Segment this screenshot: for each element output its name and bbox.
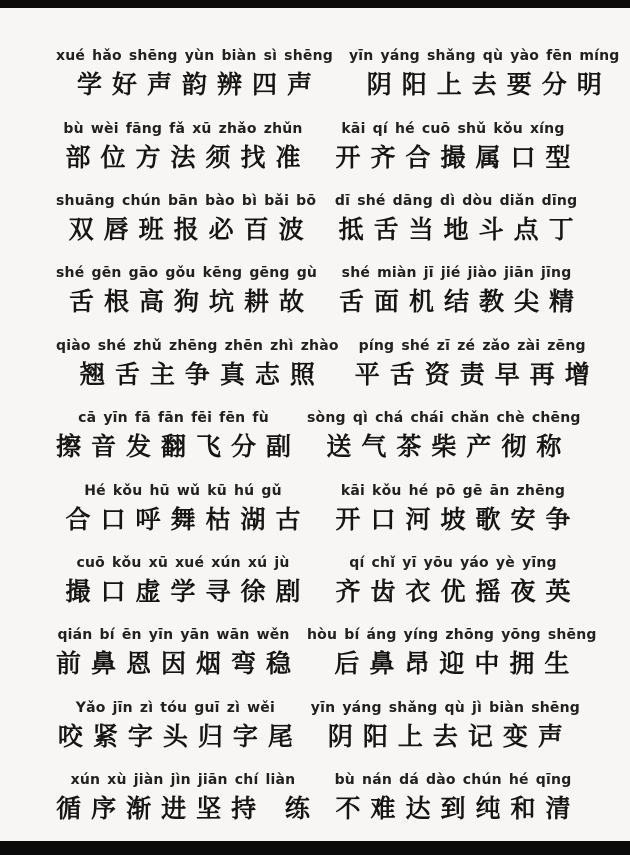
verse-row <box>56 255 585 327</box>
pinyin-line: cā yīn fā fān fēi fēn fù <box>78 410 269 427</box>
pinyin-line: hòu bí áng yíng zhōng yōng shēng <box>307 627 597 644</box>
pinyin-line: Yǎo jīn zì tóu guī zì wěi <box>75 699 275 716</box>
hanzi-line: 开齐合撮属口型 <box>335 142 581 172</box>
phrase-right <box>333 265 585 317</box>
verse-row <box>56 472 580 544</box>
phrase-left <box>56 48 333 100</box>
pinyin-line: píng shé zī zé zǎo zài zēng <box>358 337 586 354</box>
verse-row <box>56 690 580 762</box>
pinyin-line: qián bí ēn yīn yān wān wěn <box>57 627 290 644</box>
pinyin-line: xún xù jiàn jìn jiān chí liàn <box>70 772 296 789</box>
phrase-right <box>349 48 620 100</box>
pinyin-line: xué hǎo shēng yùn biàn sì shēng <box>56 48 333 65</box>
pinyin-line: dī shé dāng dì dòu diǎn dīng <box>334 192 578 209</box>
pinyin-line: cuō kǒu xū xué xún xú jù <box>76 554 290 571</box>
phrase-left <box>56 193 316 245</box>
phrase-left <box>56 627 302 679</box>
hanzi-line: 双唇班报必百波 <box>68 214 314 244</box>
poem-content <box>0 8 630 841</box>
phrase-left <box>56 265 317 317</box>
hanzi-line: 舌面机结教尖精 <box>339 287 585 317</box>
hanzi-line: 学好声韵辨四声 <box>76 70 322 100</box>
hanzi-line: 开口河坡歌安争 <box>335 504 581 534</box>
phrase-left <box>56 483 310 535</box>
pinyin-line: shé miàn jī jié jiào jiān jīng <box>341 265 572 282</box>
pinyin-line: bù wèi fāng fǎ xū zhǎo zhǔn <box>63 120 303 137</box>
phrase-right <box>326 772 580 824</box>
pinyin-line: qiào shé zhǔ zhēng zhēn zhì zhào <box>56 337 339 354</box>
phrase-left <box>56 338 339 390</box>
hanzi-line: 舌根高狗坑耕故 <box>69 287 315 317</box>
hanzi-line: 循序渐进坚持 练 <box>56 794 320 824</box>
verse-row <box>56 183 584 255</box>
pinyin-line: yīn yáng shǎng qù yào fēn míng <box>348 48 620 65</box>
phrase-left <box>56 555 310 607</box>
hanzi-line: 阴阳上去要分明 <box>366 70 612 100</box>
hanzi-line: 撮口虚学寻徐剧 <box>65 576 311 606</box>
hanzi-line: 不难达到纯和清 <box>335 794 581 824</box>
pinyin-line: kāi kǒu hé pō gē ān zhēng <box>340 482 566 499</box>
hanzi-line: 部位方法须找准 <box>65 142 311 172</box>
hanzi-line: 抵舌当地斗点丁 <box>338 214 584 244</box>
phrase-right <box>307 627 597 679</box>
phrase-right <box>311 700 580 752</box>
phrase-right <box>326 555 580 607</box>
pinyin-line: yīn yáng shǎng qù jì biàn shēng <box>310 699 580 716</box>
phrase-right <box>326 121 580 173</box>
verse-row <box>56 400 580 472</box>
bottom-black-bar <box>0 841 630 855</box>
hanzi-line: 擦音发翻飞分副 <box>56 432 302 462</box>
phrase-right <box>326 483 580 535</box>
phrase-left <box>56 699 303 752</box>
pinyin-line: kāi qí hé cuō shǔ kǒu xíng <box>341 120 565 137</box>
phrase-left <box>56 410 302 462</box>
hanzi-line: 平舌资责早再增 <box>354 359 600 389</box>
hanzi-line: 齐齿衣优摇夜英 <box>335 576 581 606</box>
top-black-bar <box>0 0 630 8</box>
pinyin-line: sòng qì chá chái chǎn chè chēng <box>307 410 581 427</box>
hanzi-line: 后鼻昂迎中拥生 <box>334 649 580 679</box>
pinyin-line: shé gēn gāo gǒu kēng gēng gù <box>56 265 318 282</box>
phrase-left <box>56 121 310 173</box>
phrase-right <box>332 192 584 245</box>
verse-row <box>56 328 600 400</box>
pinyin-line: Hé kǒu hū wǔ kū hú gǔ <box>84 482 282 499</box>
verse-row <box>56 762 580 834</box>
verse-row <box>56 545 580 617</box>
verse-row <box>56 110 580 182</box>
pinyin-line: shuāng chún bān bào bì bǎi bō <box>56 192 317 209</box>
hanzi-line: 合口呼舞枯湖古 <box>65 504 311 534</box>
hanzi-line: 阴阳上去记变声 <box>327 721 573 751</box>
phrase-right <box>307 410 581 462</box>
pinyin-line: qí chǐ yī yōu yáo yè yīng <box>349 554 557 571</box>
hanzi-line: 翘舌主争真志照 <box>79 359 325 389</box>
pinyin-line: bù nán dá dào chún hé qīng <box>334 772 572 789</box>
hanzi-line: 前鼻恩因烟弯稳 <box>56 649 302 679</box>
hanzi-line: 送气茶柴产彻称 <box>326 432 572 462</box>
verse-row <box>56 38 620 110</box>
hanzi-line: 咬紧字头归字尾 <box>57 721 303 751</box>
phrase-left <box>56 772 320 824</box>
phrase-right <box>354 337 600 390</box>
verse-row <box>56 617 597 689</box>
